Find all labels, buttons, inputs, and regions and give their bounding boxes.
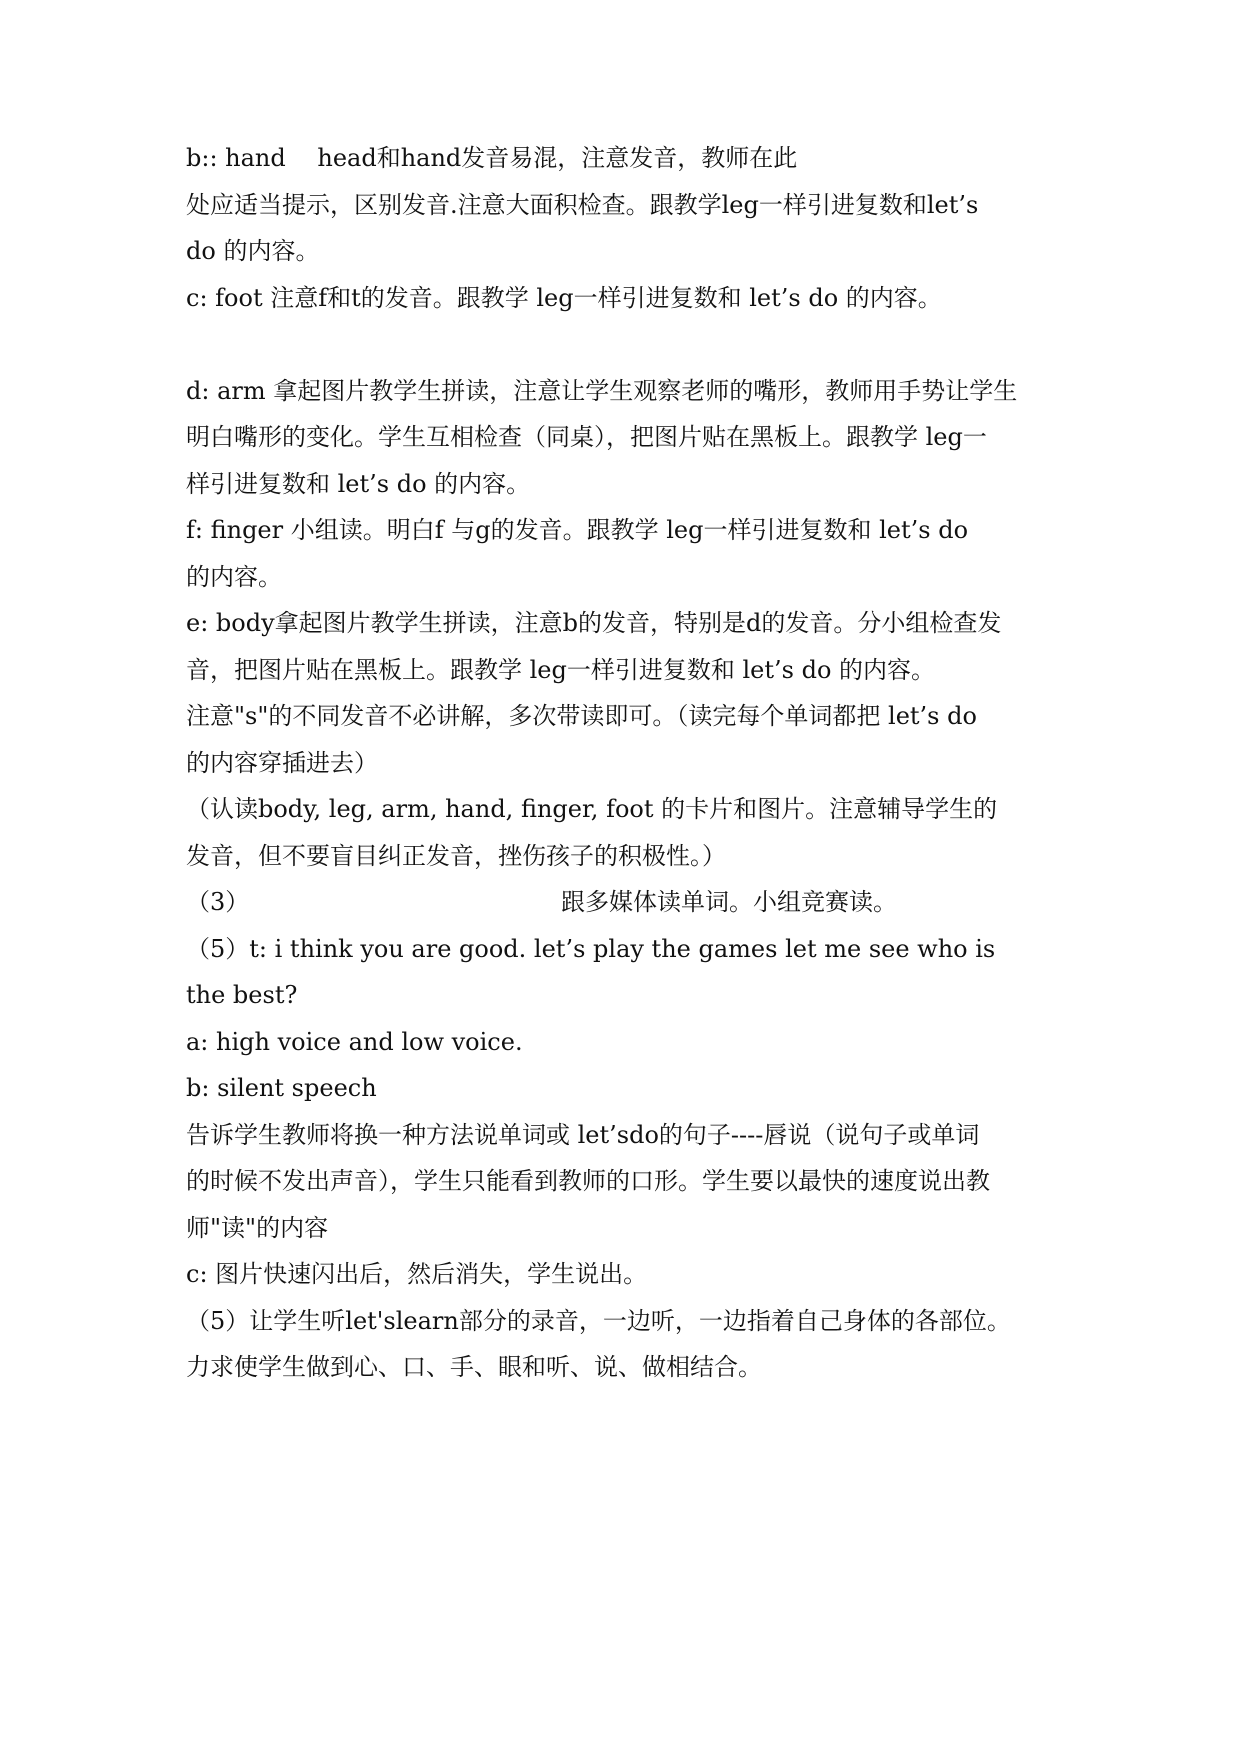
text-line-note: 注意"s"的不同发音不必讲解，多次带读即可。（读完每个单词都把 let’s do <box>186 702 977 730</box>
text-line-c-flash: c: 图片快速闪出后，然后消失，学生说出。 <box>186 1260 648 1288</box>
text-line: 告诉学生教师将换一种方法说单词或 let’sdo的句子----唇说（说句子或单词 <box>186 1121 980 1149</box>
text-line-b-hand: b:: hand head和hand发音易混，注意发音，教师在此 <box>186 144 798 172</box>
text-line: 师"读"的内容 <box>186 1214 329 1242</box>
text-line: 的内容。 <box>186 563 282 591</box>
step-3-number: （3） <box>186 888 250 916</box>
text-line-e-body: e: body拿起图片教学生拼读，注意b的发音，特别是d的发音。分小组检查发 <box>186 609 1002 637</box>
text-line: the best? <box>186 981 298 1009</box>
step-3-text: 跟多媒体读单词。小组竞赛读。 <box>561 888 897 916</box>
text-line: 的内容穿插进去） <box>186 749 378 777</box>
text-line-c-foot: c: foot 注意f和t的发音。跟教学 leg一样引进复数和 let’s do 的内容。 <box>186 284 942 312</box>
text-line-step-5: （5）t: i think you are good. let’s play the games let me see who is <box>186 935 996 963</box>
text-line: 发音，但不要盲目纠正发音，挫伤孩子的积极性。） <box>186 842 726 870</box>
text-line-b-silent: b: silent speech <box>186 1074 377 1102</box>
text-line-step-3 <box>186 885 1086 919</box>
text-line: 处应适当提示，区别发音.注意大面积检查。跟教学leg一样引进复数和let’s <box>186 191 979 219</box>
text-line-d-arm: d: arm 拿起图片教学生拼读，注意让学生观察老师的嘴形，教师用手势让学生 <box>186 377 1018 405</box>
text-line-recognize: （认读body, leg, arm, hand, finger, foot 的卡片和图片。注意辅导学生的 <box>186 795 998 823</box>
text-line: 样引进复数和 let’s do 的内容。 <box>186 470 531 498</box>
text-line: 的时候不发出声音），学生只能看到教师的口形。学生要以最快的速度说出教 <box>186 1167 990 1195</box>
text-line: 明白嘴形的变化。学生互相检查（同桌），把图片贴在黑板上。跟教学 leg一 <box>186 423 987 451</box>
text-line: do 的内容。 <box>186 237 320 265</box>
text-line: 力求使学生做到心、口、手、眼和听、说、做相结合。 <box>186 1353 762 1381</box>
text-line-step-5-listen: （5）让学生听let'slearn部分的录音，一边听，一边指着自己身体的各部位。 <box>186 1307 1011 1335</box>
text-line-a-voice: a: high voice and low voice. <box>186 1028 523 1056</box>
text-line: 音，把图片贴在黑板上。跟教学 leg一样引进复数和 let’s do 的内容。 <box>186 656 936 684</box>
text-line-f-finger: f: finger 小组读。明白f 与g的发音。跟教学 leg一样引进复数和 let’s do <box>186 516 969 544</box>
